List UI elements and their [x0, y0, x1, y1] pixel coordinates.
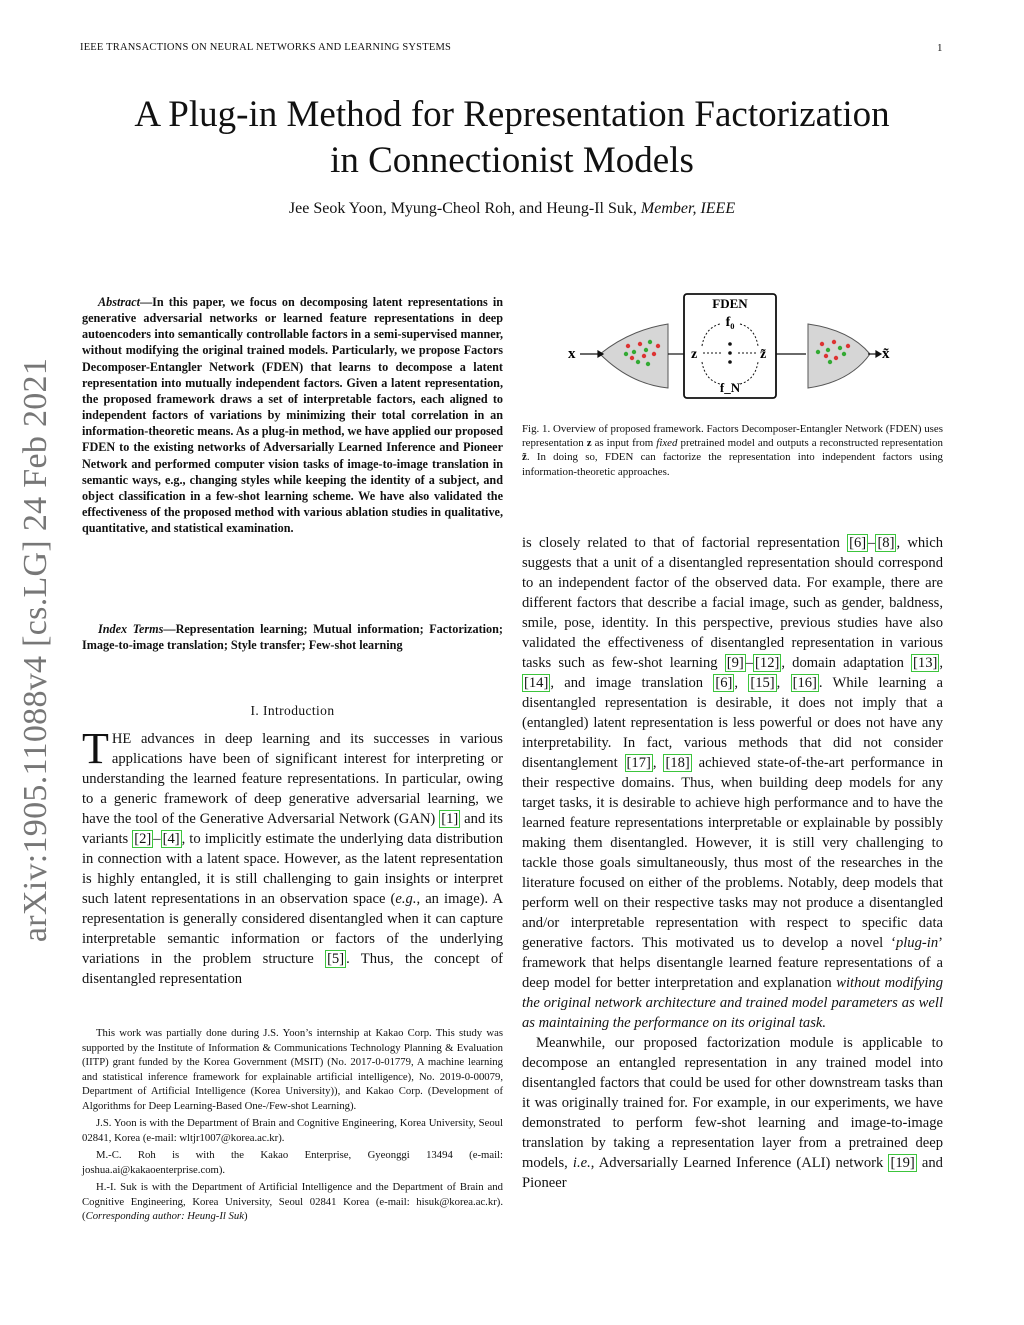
encoder-wedge [600, 324, 668, 388]
corresponding-author: Corresponding author: Heung-Il Suk [85, 1210, 244, 1222]
citation-link[interactable]: [12] [755, 655, 780, 671]
right-column-body [522, 533, 943, 1193]
dropcap: T [82, 724, 109, 773]
citation-link[interactable]: [17] [626, 755, 651, 771]
body-text: and Pioneer [522, 1155, 943, 1191]
figure-fden-overview [560, 292, 900, 400]
intro-text: , to implicitly estimate the underlying data distribution in connection with a latent space. However, as the latent representation is highly entangled, it is still challenging to gain insights or interpret such latent representations in an observation space ( [82, 831, 503, 907]
title-line-1: A Plug-in Method for Representation Factorization [134, 94, 890, 135]
body-text: ’ framework that helps disentangle learned feature representations of a deep model for better interpretation and explanation [522, 935, 943, 991]
footnote-text: ) [243, 1210, 248, 1222]
caption-symbol: z [586, 437, 592, 450]
body-text: . While learning a disentangled representation is desirable, it does not imply that a (entangled) latent representation is less powerful or does not have any interpretability. In fact, various methods that did not consider disentanglement [522, 675, 944, 771]
citation-link[interactable]: [14] [524, 675, 549, 691]
arxiv-stamp-container [6, 350, 66, 950]
citation-link[interactable]: [9] [726, 655, 744, 671]
citation-link[interactable]: [15] [750, 675, 775, 691]
caption-text: pretrained model and outputs a reconstructed representation [677, 437, 943, 450]
intro-eg: e.g. [395, 891, 417, 907]
figure-caption [522, 422, 943, 479]
page-number: 1 [937, 42, 943, 54]
index-terms-text: —Representation learning; Mutual information; Factorization; Image-to-image translation; Style transfer; Few-shot learning [82, 622, 503, 653]
footnote-author-suk [82, 1180, 503, 1224]
body-text: , Adversarially Learned Inference (ALI) network [590, 1155, 889, 1171]
citation-dash: – [745, 655, 754, 671]
citation-sep: , [776, 675, 791, 691]
citation-link[interactable]: [8] [877, 535, 895, 551]
body-text: achieved state-of-the-art performance in their respective domains. Thus, when building deep models for any target tasks, it is desirable to achieve high performance and to have the learned feature representations interpretable or explainable by possibly making them disentangled. However, it is still very challenging to tackle those goals simultaneously, thus most of the researches in the literature focused on either of the problems. Notably, deep models that perform well on their respective tasks may not produce a disentangled and/or interpretable representation with respect to specific data generative factors. This motivated us to develop a novel ‘ [522, 755, 944, 951]
citation-link[interactable]: [13] [913, 655, 938, 671]
author-membership: Member, IEEE [640, 200, 736, 217]
index-terms-lead: Index Terms [98, 622, 164, 636]
body-italic: without modifying the original network architecture and trained model parameters as well as maintaining the performance on its original task. [522, 975, 943, 1031]
citation-sep: , [734, 675, 749, 691]
caption-symbol: z̃ [522, 451, 527, 464]
abstract [82, 294, 503, 536]
intro-text: and its variants [82, 811, 503, 847]
citation-link[interactable]: [19] [890, 1155, 915, 1171]
author-list [40, 200, 984, 218]
footnote-author-roh: M.-C. Roh is with the Kakao Enterprise, Gyeonggi 13494 (e-mail: joshua.ai@kakaoenterprise.com). [82, 1149, 503, 1176]
caption-italic: fixed [656, 437, 678, 450]
introduction-paragraph [82, 724, 503, 989]
z-tilde-label: z̃ [760, 347, 767, 362]
abstract-lead: Abstract [98, 295, 140, 309]
body-text: is closely related to that of factorial representation [522, 535, 848, 551]
citation-link[interactable]: [4] [162, 831, 180, 847]
index-terms [82, 621, 503, 653]
citation-link[interactable]: [2] [134, 831, 152, 847]
body-italic: i.e. [572, 1155, 591, 1171]
body-text: Meanwhile, our proposed factorization module is applicable to decompose an entangled representation in any trained model into disentangled factors that could be used for other downstream tasks than it was originally trained for. For example, in our experiments, we have demonstrated to perform few-shot learning and image-to-image translation by taking a representation layer from a pretrained deep models, [522, 1035, 943, 1171]
abstract-text: —In this paper, we focus on decomposing latent representations in generative adversarial networks or learned feature representations in deep autoencoders into semantically controllable factors in a semi-supervised manner, without modifying the original trained models. Particularly, we propose Factors Decomposer-Entangler Network (FDEN) that learns to decompose a latent representation into mutually independent factors. Given a latent representation, the proposed framework draws a set of interpretable factors, each aligned to independent factors of variations by minimizing their total correlation in an information-theoretic means. As a plug-in method, we have applied our proposed FDEN to the existing networks of Adversarially Learned Inference and Pioneer Network and performed computer vision tasks of image-to-image translation in semantic ways, e.g., changing styles while keeping the identity of a subject, and object classification in a few-shot learning scheme. We have also validated the effectiveness of the proposed method with various ablation studies in qualitative, quantitative, and statistical examination. [82, 295, 503, 536]
x-tilde-output-label: x̃ [882, 346, 890, 362]
intro-text: HE advances in deep learning and its successes in various applications have been of significant interest for interpreting or understanding the learned feature representations. In particular, owing to a generic framework of deep generative adversarial learning, we have the tool of the Generative Adversarial Network (GAN) [82, 731, 503, 827]
section-heading: I. Introduction [250, 703, 335, 718]
intro-text: , an image). A representation is generally considered disentangled when it can capture interpretable semantic information or factors of the underlying variations in the problem structure [82, 891, 503, 967]
x-input-label: x [568, 346, 576, 362]
title-line-2: in Connectionist Models [330, 140, 694, 181]
citation-dash: – [153, 831, 161, 847]
body-italic: plug-in [895, 935, 939, 951]
body-paragraph-1 [522, 533, 943, 1033]
body-text: , domain adaptation [781, 655, 912, 671]
citation-link[interactable]: [6] [849, 535, 867, 551]
caption-text: Fig. 1. Overview of proposed framework. Factors Decomposer-Entangler Network (FDEN) uses representation [522, 423, 943, 450]
citation-dash: – [868, 535, 876, 551]
paper-title [40, 92, 984, 184]
body-paragraph-2 [522, 1033, 943, 1193]
citation-link[interactable]: [18] [665, 755, 690, 771]
citation-link[interactable]: [16] [792, 675, 817, 691]
f0-label: f₀ [725, 315, 735, 330]
fden-box-title: FDEN [712, 296, 748, 311]
running-header: IEEE TRANSACTIONS ON NEURAL NETWORKS AND LEARNING SYSTEMS [80, 42, 452, 53]
footnote-text: H.-I. Suk is with the Department of Artificial Intelligence and the Department of Brain and Cognitive Engineering, Korea University, Seoul 02841 Korea (e-mail: hisuk@korea.ac.kr). ( [82, 1181, 503, 1222]
arxiv-stamp: arXiv:1905.11088v4 [cs.LG] 24 Feb 2021 [17, 357, 54, 943]
caption-text: . In doing so, FDEN can factorize the representation into independent factors using information-theoretic approaches. [522, 451, 943, 478]
citation-link[interactable]: [5] [327, 951, 345, 967]
citation-link[interactable]: [6] [715, 675, 733, 691]
citation-sep: , [652, 755, 664, 771]
citation-link[interactable]: [1] [441, 811, 459, 827]
caption-text: as input from [591, 437, 657, 450]
footnote-author-yoon: J.S. Yoon is with the Department of Brain and Cognitive Engineering, Korea University, Seoul 02841, Korea (e-mail: wltjr1007@korea.ac.kr). [82, 1117, 503, 1144]
footnotes [82, 1026, 503, 1227]
body-text: , which suggests that a unit of a disentangled representation should correspond to an independent factor of the observed data. For example, there are different factors that describe a facial image, such as gender, baldness, smile, pose, identity. In this perspective, previous studies have also validated the effectiveness of disentangled representation in various tasks such as few-shot learning [522, 535, 943, 671]
z-label: z [691, 347, 698, 362]
body-text: , and image translation [550, 675, 714, 691]
intro-text: . Thus, the concept of disentangled representation [82, 951, 503, 987]
author-names: Jee Seok Yoon, Myung-Cheol Roh, and Heung-Il Suk, [288, 200, 637, 217]
decoder-wedge [808, 324, 870, 388]
footnote-funding: This work was partially done during J.S. Yoon’s internship at Kakao Corp. This study was supported by the Institute of Information & Communications Technology Planning & Evaluation (IITP) grant funded by the Korea Government (MSIT) (No. 2017-0-01779, A machine learning and statistical inference framework for explainable artificial intelligence), No. 2019-0-00079, Department of Artificial Intelligence (Korea University)), and Kakao Corp. (Development of Algorithms for Deep Learning-Based One-/Few-shot Learning). [82, 1027, 503, 1112]
fn-label: f_N [719, 380, 741, 395]
citation-sep: , [939, 655, 944, 671]
